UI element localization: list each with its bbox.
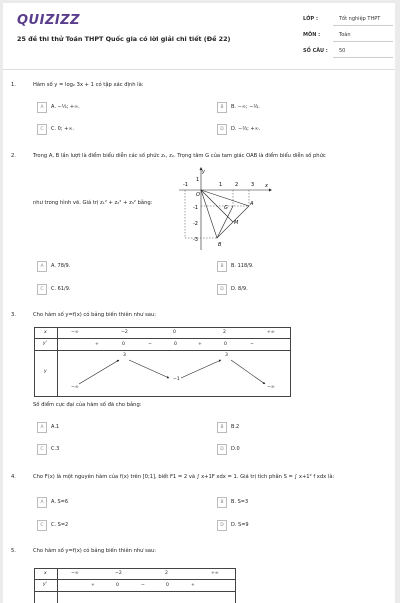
x-tick: 3 — [251, 182, 255, 188]
option-d[interactable] — [217, 124, 367, 135]
decreasing-arrow — [231, 360, 265, 384]
row-label-dy: y' — [43, 582, 47, 587]
option-text: B.2 — [231, 424, 240, 430]
dy-value: 0 — [166, 583, 169, 588]
x-value: −∞ — [71, 571, 79, 576]
option-a[interactable] — [37, 261, 187, 272]
variation-arrows — [35, 328, 290, 396]
point-label: A — [250, 201, 254, 207]
option-text: D. −⅓; +∞. — [231, 126, 261, 132]
question-text-continued: Số điểm cực đại của hàm số đã cho bằng: — [33, 402, 142, 408]
option-letter: B — [217, 102, 227, 113]
dy-sign: + — [198, 342, 202, 347]
question-text: Cho hàm số y=f(x) có bảng biến thiên như sau: — [33, 548, 156, 554]
dy-sign: − — [141, 583, 145, 588]
question-number: 2. — [11, 153, 16, 159]
x-value: +∞ — [211, 571, 219, 576]
point-label: B — [218, 242, 222, 248]
dy-value: 0 — [174, 342, 177, 347]
option-d[interactable] — [217, 444, 367, 455]
point-label: M — [234, 220, 239, 226]
option-letter: A — [37, 102, 47, 113]
option-letter: B — [217, 261, 227, 272]
option-text: B. S=3 — [231, 499, 249, 505]
option-b[interactable] — [217, 497, 367, 508]
dy-value: 0 — [122, 342, 125, 347]
option-text: C. 61/9. — [51, 286, 71, 292]
option-letter: C — [37, 284, 47, 295]
dy-sign: − — [148, 342, 152, 347]
y-tick: -1 — [193, 205, 198, 211]
row-label-x: x — [44, 571, 47, 576]
question-number: 1. — [11, 82, 16, 88]
x-value: −2 — [115, 571, 122, 576]
meta-count-label: SỐ CÂU : — [303, 48, 328, 54]
y-value: 3 — [225, 353, 228, 358]
dy-value: 0 — [116, 583, 119, 588]
point-label: O — [196, 192, 200, 198]
question-text: Trong A, B lần lượt là điểm biểu diễn các số phức z₁, z₂. Trọng tâm G của tam giác OAB là điểm biểu diễn số phức — [33, 153, 326, 159]
row-label-dy: y' — [43, 341, 47, 346]
option-d[interactable] — [217, 284, 367, 295]
quizizz-logo: QUIZIZZ — [17, 13, 81, 28]
option-a[interactable] — [37, 102, 187, 113]
option-letter: C — [37, 444, 47, 455]
worksheet-header — [3, 3, 395, 70]
option-text: A. S=6 — [51, 499, 69, 505]
option-letter: C — [37, 520, 47, 531]
question-3 — [11, 312, 391, 322]
x-value: −∞ — [71, 330, 79, 335]
option-c[interactable] — [37, 444, 187, 455]
meta-subject-value: Toán — [339, 32, 351, 38]
decreasing-arrow — [129, 360, 169, 378]
option-c[interactable] — [37, 124, 187, 135]
option-letter: A — [37, 422, 47, 433]
row-label-y: y — [44, 369, 47, 374]
meta-class-value: Tốt nghiệp THPT — [339, 16, 381, 22]
complex-plane-figure — [177, 166, 273, 252]
dy-value: 0 — [224, 342, 227, 347]
option-a[interactable] — [37, 422, 187, 433]
y-tick: -2 — [193, 221, 198, 227]
increasing-arrow — [181, 360, 221, 378]
x-tick: 2 — [235, 182, 239, 188]
option-text: D.0 — [231, 446, 240, 452]
x-value: −2 — [121, 330, 128, 335]
option-letter: C — [37, 124, 47, 135]
question-text-continued: như trong hình vẽ. Giá trị z₁² + z₂² + z₃² bằng: — [33, 200, 153, 206]
variation-table-q3 — [34, 327, 291, 397]
option-letter: D — [217, 444, 227, 455]
option-b[interactable] — [217, 422, 367, 433]
question-text: Cho F(x) là một nguyên hàm của f(x) trên [0;1], biết F1 = 2 và ∫ x+1F xdx = 1. Giá trị tích phân S = ∫ x+1² f xdx là: — [33, 474, 335, 480]
option-text: D. 8/9. — [231, 286, 248, 292]
x-tick: 1 — [219, 182, 223, 188]
option-d[interactable] — [217, 520, 367, 531]
y-tick: -3 — [193, 237, 198, 243]
y-value: −∞ — [71, 385, 79, 390]
dy-sign: + — [95, 342, 99, 347]
question-number: 3. — [11, 312, 16, 318]
meta-count-value: 50 — [339, 48, 346, 54]
dy-sign: − — [250, 342, 254, 347]
x-axis-label: x — [265, 183, 268, 189]
dy-sign: + — [91, 583, 95, 588]
y-value: −1 — [173, 377, 180, 382]
question-2-continued — [11, 200, 171, 210]
question-text: Hàm số y = log₂ 3x + 1 có tập xác định là: — [33, 82, 144, 88]
option-letter: A — [37, 497, 47, 508]
question-2 — [11, 153, 391, 163]
question-number: 4. — [11, 474, 16, 480]
x-tick: -1 — [183, 182, 188, 188]
question-text: Cho hàm số y=f(x) có bảng biến thiên như sau: — [33, 312, 156, 318]
option-text: D. S=9 — [231, 522, 249, 528]
y-value: 3 — [123, 353, 126, 358]
option-c[interactable] — [37, 520, 187, 531]
y-tick: 1 — [196, 177, 200, 183]
point-label: G — [224, 205, 228, 211]
question-5 — [11, 548, 391, 558]
y-axis-label: y — [202, 169, 205, 175]
option-text: A. −⅓; +∞. — [51, 104, 80, 110]
option-text: C.3 — [51, 446, 60, 452]
option-c[interactable] — [37, 284, 187, 295]
variation-table-q5 — [34, 568, 236, 603]
option-letter: D — [217, 284, 227, 295]
question-1 — [11, 82, 391, 92]
option-letter: A — [37, 261, 47, 272]
x-axis-arrow — [269, 189, 272, 192]
option-letter: D — [217, 124, 227, 135]
worksheet-title: 25 đề thi thử Toán THPT Quốc gia có lời giải chi tiết (Đề 22) — [17, 35, 231, 43]
option-letter: D — [217, 520, 227, 531]
option-a[interactable] — [37, 497, 187, 508]
question-3-followup — [11, 402, 391, 412]
option-text: B. 118/9. — [231, 263, 254, 269]
option-text: B. −∞; −⅓. — [231, 104, 260, 110]
question-number: 5. — [11, 548, 16, 554]
row-label-x: x — [44, 330, 47, 335]
option-text: C. S=2 — [51, 522, 69, 528]
x-value: 0 — [173, 330, 176, 335]
option-letter: B — [217, 497, 227, 508]
x-value: 2 — [165, 571, 168, 576]
question-4 — [11, 474, 391, 484]
option-text: A.1 — [51, 424, 60, 430]
worksheet-page — [3, 3, 395, 603]
option-text: A. 78/9. — [51, 263, 71, 269]
meta-class-label: LỚP : — [303, 16, 318, 22]
option-b[interactable] — [217, 261, 367, 272]
option-letter: B — [217, 422, 227, 433]
option-b[interactable] — [217, 102, 367, 113]
dy-sign: + — [191, 583, 195, 588]
increasing-arrow — [79, 360, 119, 384]
option-text: C. 0; +∞. — [51, 126, 75, 132]
x-value: 2 — [223, 330, 226, 335]
y-value: −∞ — [267, 385, 275, 390]
x-value: +∞ — [267, 330, 275, 335]
meta-subject-label: MÔN : — [303, 32, 321, 38]
